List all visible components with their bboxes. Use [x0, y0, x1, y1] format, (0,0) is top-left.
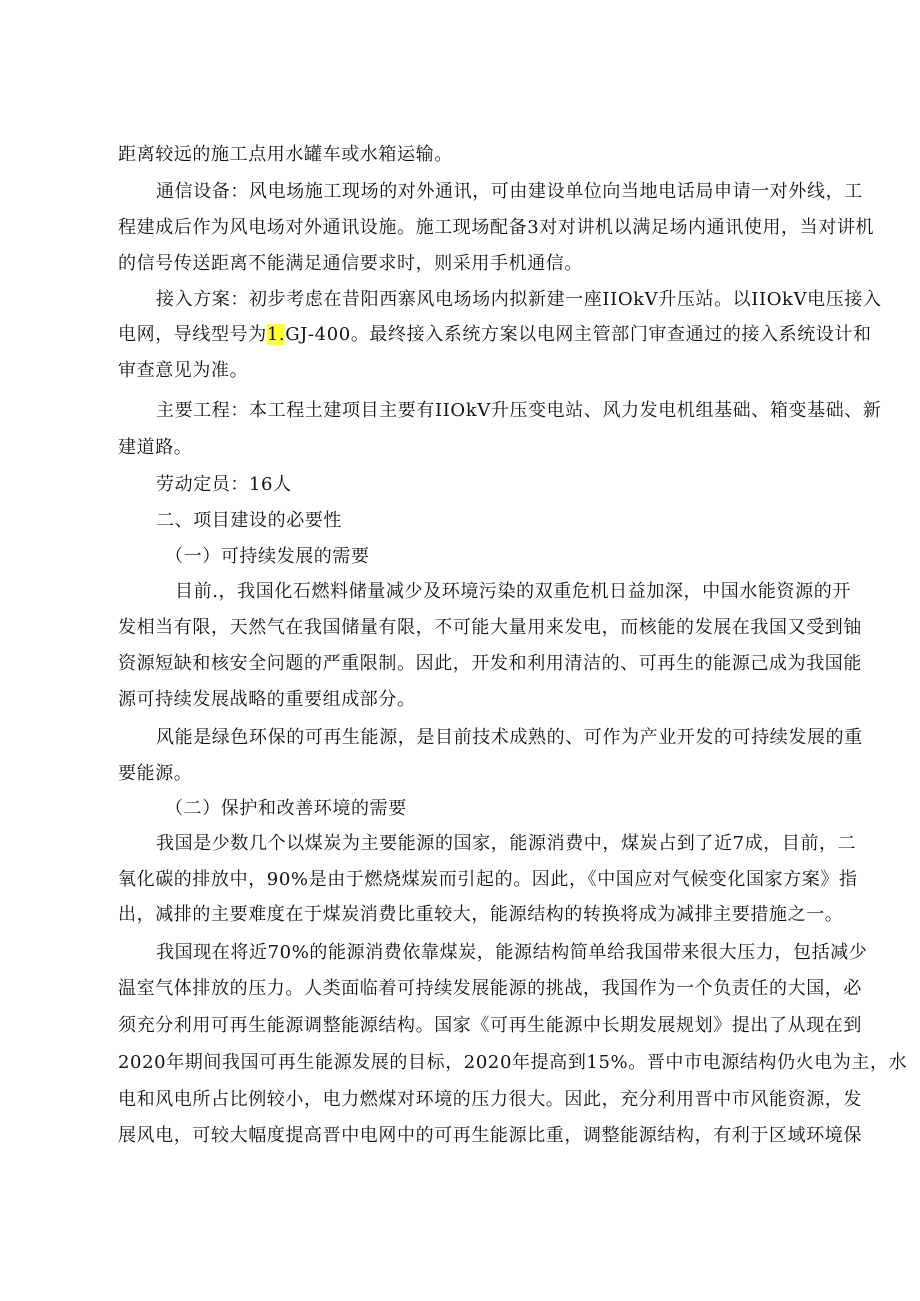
- paragraph-line: 我国是少数几个以煤炭为主要能源的国家，能源消费中，煤炭占到了近7成，目前，二: [156, 833, 857, 854]
- paragraph-line: 距离较远的施工点用水罐车或水箱运输。: [118, 144, 453, 165]
- paragraph-line: 氧化碳的排放中，90%是由于燃烧煤炭而引起的。因此，《中国应对气候变化国家方案》指: [118, 869, 858, 890]
- paragraph-line: 接入方案：初步考虑在昔阳西寨风电场场内拟新建一座IIOkV升压站。以IIOkV电压接入: [156, 289, 882, 310]
- paragraph-line: 须充分利用可再生能源调整能源结构。国家《可再生能源中长期发展规划》提出了从现在到: [118, 1015, 862, 1036]
- paragraph-line: 劳动定员：16人: [156, 474, 292, 495]
- paragraph-line: 要能源。: [118, 763, 193, 784]
- paragraph-line: 源可持续发展战略的重要组成部分。: [118, 689, 416, 710]
- paragraph-line: 程建成后作为风电场对外通讯设施。施工现场配备3对对讲机以满足场内通讯使用，当对讲机: [118, 217, 875, 238]
- paragraph-line: 审查意见为准。: [118, 360, 249, 381]
- subsection-heading: （一）可持续发展的需要: [165, 546, 370, 567]
- highlighted-text: 1.: [266, 324, 286, 345]
- text-span: GJ-400。最终接入系统方案以电网主管部门审查通过的接入系统设计和: [285, 324, 872, 345]
- paragraph-line: 2020年期间我国可再生能源发展的目标，2020年提高到15%。晋中市电源结构仍火电为主，水: [118, 1052, 908, 1073]
- paragraph-line: 电和风电所占比例较小，电力燃煤对环境的压力很大。因此，充分利用晋中市风能资源，发: [118, 1089, 862, 1110]
- paragraph-line: 资源短缺和核安全问题的严重限制。因此，开发和利用清洁的、可再生的能源己成为我国能: [118, 653, 862, 674]
- paragraph-line: 建道路。: [118, 437, 193, 458]
- paragraph-line: 我国现在将近70%的能源消费依靠煤炭，能源结构简单给我国带来很大压力，包括减少: [156, 942, 868, 963]
- paragraph-line: 风能是绿色环保的可再生能源，是目前技术成熟的、可作为产业开发的可持续发展的重: [156, 727, 863, 748]
- subsection-heading: （二）保护和改善环境的需要: [165, 798, 407, 819]
- paragraph-line: 发相当有限，天然气在我国储量有限，不可能大量用来发电，而核能的发展在我国又受到铀: [118, 617, 862, 638]
- paragraph-line: 的信号传送距离不能满足通信要求时，则采用手机通信。: [118, 253, 583, 274]
- paragraph-line: [118, 323, 872, 347]
- paragraph-line: 目前.，我国化石燃料储量减少及环境污染的双重危机日益加深，中国水能资源的开: [175, 581, 851, 602]
- text-span: 电网，导线型号为: [118, 324, 267, 345]
- paragraph-line: 出，减排的主要难度在于煤炭消费比重较大，能源结构的转换将成为减排主要措施之一。: [118, 904, 844, 925]
- paragraph-line: 温室气体排放的压力。人类面临着可持续发展能源的挑战，我国作为一个负责任的大国，必: [118, 978, 862, 999]
- paragraph-line: 主要工程：本工程土建项目主要有IIOkV升压变电站、风力发电机组基础、箱变基础、新: [156, 400, 882, 421]
- section-heading: 二、项目建设的必要性: [156, 510, 342, 531]
- paragraph-line: 展风电，可较大幅度提高晋中电网中的可再生能源比重，调整能源结构，有利于区域环境保: [118, 1125, 862, 1146]
- paragraph-line: 通信设备：风电场施工现场的对外通讯，可由建设单位向当地电话局申请一对外线，工: [156, 181, 863, 202]
